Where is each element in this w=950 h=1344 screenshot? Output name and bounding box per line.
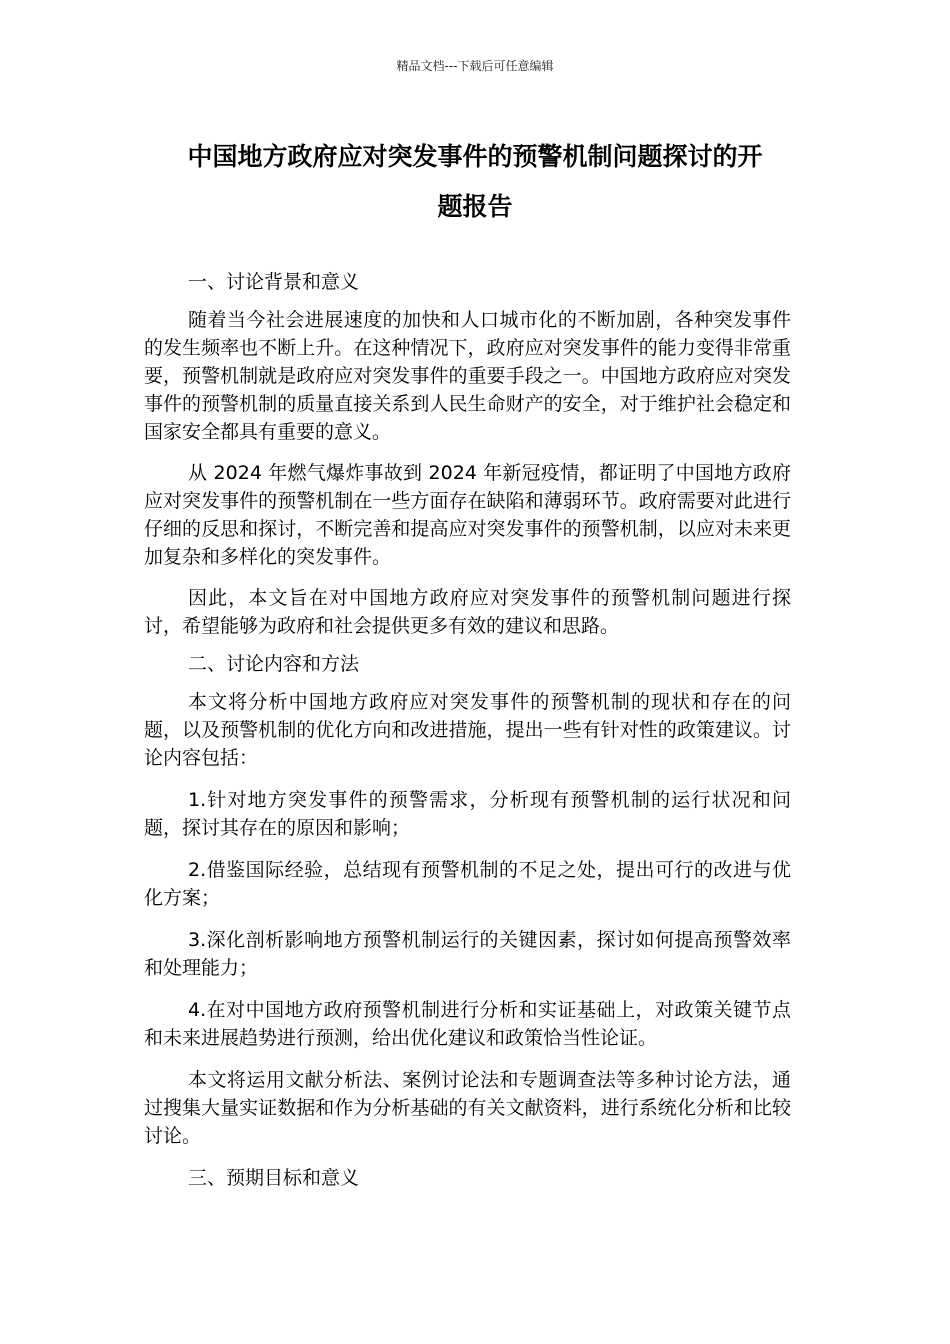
paragraph-content-intro: 本文将分析中国地方政府应对突发事件的预警机制的现状和存在的问题，以及预警机制的优化方向和改进措施，提出一些有针对性的政策建议。讨论内容包括： bbox=[144, 691, 791, 769]
document-body bbox=[144, 268, 791, 1192]
section-heading-goals: 三、预期目标和意义 bbox=[188, 1167, 360, 1189]
list-item-1: 1.针对地方突发事件的预警需求，分析现有预警机制的运行状况和问题，探讨其存在的原因和影响； bbox=[144, 789, 791, 839]
paragraph-background-1: 随着当今社会进展速度的加快和人口城市化的不断加剧，各种突发事件的发生频率也不断上升。在这种情况下，政府应对突发事件的能力变得非常重要，预警机制就是政府应对突发事件的重要手段之一。中国地方政府应对突发事件的预警机制的质量直接关系到人民生命财产的安全，对于维护社会稳定和国家安全都具有重要的意义。 bbox=[144, 309, 791, 443]
title-line-1: 中国地方政府应对突发事件的预警机制问题探讨的开 bbox=[187, 142, 763, 171]
section-heading-background: 一、讨论背景和意义 bbox=[188, 271, 360, 293]
paragraph-background-2: 从 2024 年燃气爆炸事故到 2024 年新冠疫情，都证明了中国地方政府应对突发事件的预警机制在一些方面存在缺陷和薄弱环节。政府需要对此进行仔细的反思和探讨，不断完善和提高应对突发事件的预警机制，以应对未来更加复杂和多样化的突发事件。 bbox=[144, 462, 791, 568]
page-header: 精品文档---下载后可任意编辑 bbox=[396, 59, 554, 73]
paragraph-method: 本文将运用文献分析法、案例讨论法和专题调查法等多种讨论方法，通过搜集大量实证数据和作为分析基础的有关文献资料，进行系统化分析和比较讨论。 bbox=[144, 1069, 791, 1147]
paragraph-background-3: 因此，本文旨在对中国地方政府应对突发事件的预警机制问题进行探讨，希望能够为政府和社会提供更多有效的建议和思路。 bbox=[144, 587, 791, 637]
document-title bbox=[120, 132, 830, 232]
title-line-2: 题报告 bbox=[437, 192, 513, 221]
list-item-3: 3.深化剖析影响地方预警机制运行的关键因素，探讨如何提高预警效率和处理能力； bbox=[144, 929, 791, 979]
list-item-2: 2.借鉴国际经验，总结现有预警机制的不足之处，提出可行的改进与优化方案； bbox=[144, 859, 791, 909]
section-heading-content-method: 二、讨论内容和方法 bbox=[188, 653, 360, 675]
list-item-4: 4.在对中国地方政府预警机制进行分析和实证基础上，对政策关键节点和未来进展趋势进行预测，给出优化建议和政策恰当性论证。 bbox=[144, 999, 791, 1049]
